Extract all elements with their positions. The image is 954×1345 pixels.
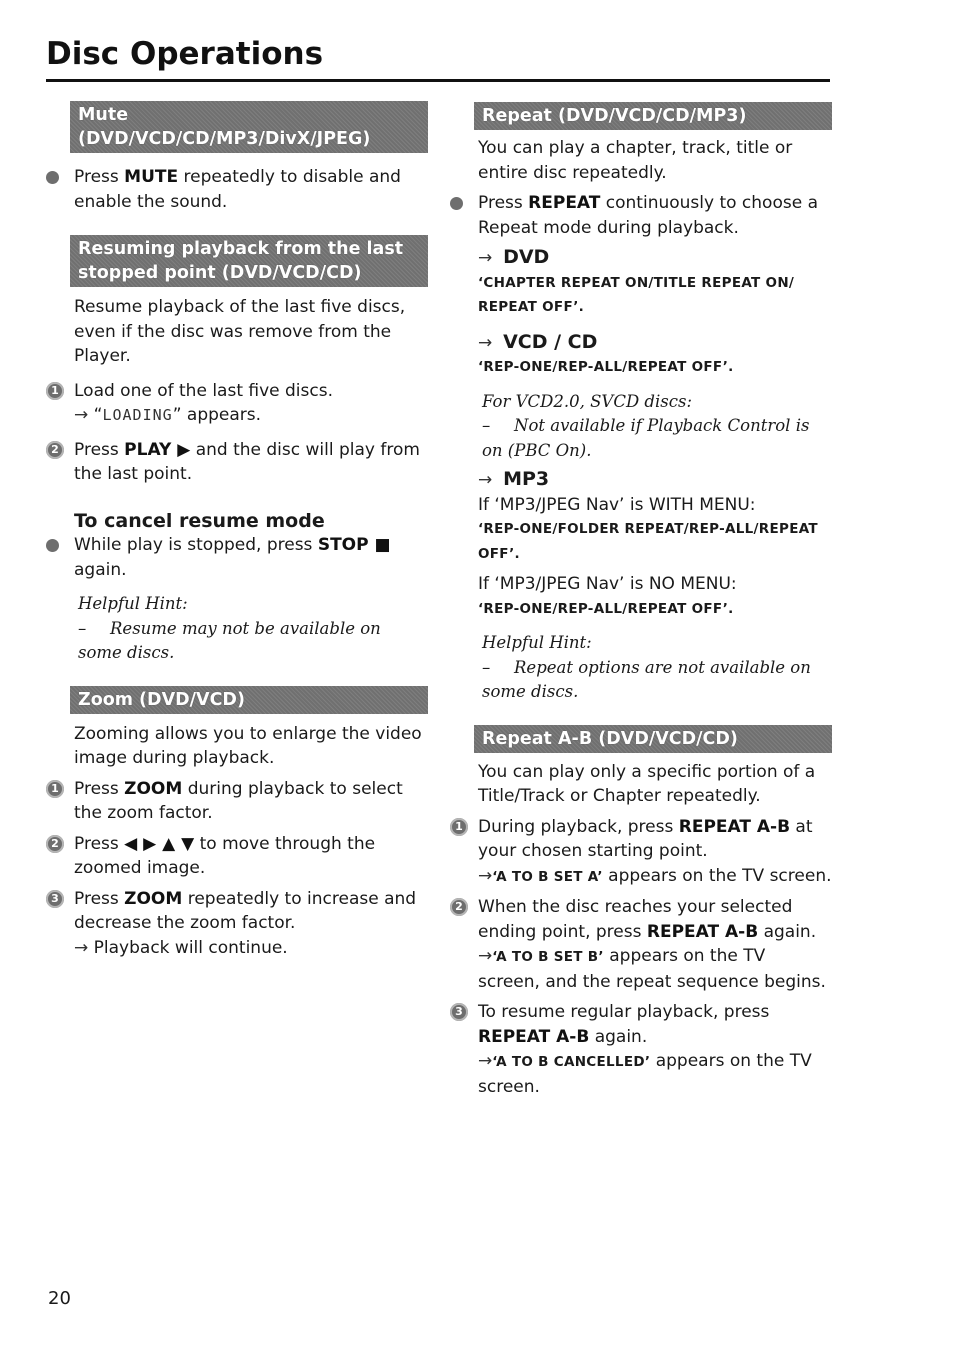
repeat-vcd-note: For VCD2.0, SVCD discs: – Not available if Playback Control is on (PBC On). <box>482 391 810 460</box>
mute-key: MUTE <box>124 167 179 187</box>
step-number-icon: 2 <box>46 835 64 853</box>
repeat-vcd: → VCD / CD ‘REP-ONE/REP-ALL/REPEAT OFF’. <box>478 330 734 375</box>
stop-icon: ■ <box>368 535 391 555</box>
mute-step: Press MUTE repeatedly to disable and enable the sound. <box>46 165 428 214</box>
title-rule <box>46 79 830 82</box>
lcd-loading-text: LOADING <box>102 406 173 424</box>
arrow-icon: → <box>478 332 493 353</box>
right-column <box>450 100 832 1099</box>
repeat-ab-step-1: 1 During playback, press REPEAT A-B at your chosen starting point. →‘A TO B SET A’ appears on the TV screen. <box>450 815 832 890</box>
resume-step-2: 2 Press PLAY ▶ and the disc will play from the last point. <box>46 438 428 487</box>
arrow-icon: → <box>74 937 89 958</box>
zoom-heading: Zoom (DVD/VCD) <box>70 686 428 714</box>
step-number-icon: 1 <box>46 780 64 798</box>
step-number-icon: 3 <box>46 890 64 908</box>
zoom-intro: Zooming allows you to enlarge the video image during playback. <box>74 723 422 768</box>
arrow-icon: → <box>74 405 89 425</box>
zoom-step-3: 3 Press ZOOM repeatedly to increase and decrease the zoom factor. → Playback will continue. <box>46 887 428 961</box>
play-icon: ▶ <box>171 439 191 460</box>
repeat-ab-intro: You can play only a specific portion of a Title/Track or Chapter repeatedly. <box>478 761 816 806</box>
step-number-icon: 2 <box>450 898 468 916</box>
page-title: Disc Operations <box>46 36 324 72</box>
repeat-ab-step-2: 2 When the disc reaches your selected ending point, press REPEAT A-B again. →‘A TO B SET B’ appears on the TV screen, and the repeat sequence begins. <box>450 895 832 994</box>
arrow-icon: → <box>478 1051 493 1071</box>
repeat-ab-step-3: 3 To resume regular playback, press REPEAT A-B again. →‘A TO B CANCELLED’ appears on the TV screen. <box>450 1000 832 1099</box>
repeat-ab-heading: Repeat A-B (DVD/VCD/CD) <box>474 725 832 753</box>
bullet-icon <box>450 197 463 210</box>
arrow-icon: → <box>478 865 493 886</box>
direction-keys-icon: ◀ ▶ ▲ ▼ <box>124 833 195 854</box>
step-number-icon: 1 <box>46 382 64 400</box>
repeat-step: Press REPEAT continuously to choose a Repeat mode during playback. <box>450 191 832 240</box>
cancel-resume-step: While play is stopped, press STOP ■ again. <box>46 533 428 582</box>
page-number: 20 <box>48 1288 71 1309</box>
repeat-dvd: → DVD ‘CHAPTER REPEAT ON/TITLE REPEAT ON/ REPEAT OFF’. <box>478 246 795 315</box>
bullet-icon <box>46 539 59 552</box>
zoom-step-1: 1 Press ZOOM during playback to select the zoom factor. <box>46 777 428 826</box>
step-number-icon: 1 <box>450 818 468 836</box>
repeat-hint: Helpful Hint: – Repeat options are not available on some discs. <box>482 633 811 701</box>
repeat-intro: You can play a chapter, track, title or entire disc repeatedly. <box>478 138 793 183</box>
resume-intro: Resume playback of the last five discs, even if the disc was remove from the Player. <box>74 297 406 366</box>
step-number-icon: 3 <box>450 1003 468 1021</box>
zoom-step-2: 2 Press ◀ ▶ ▲ ▼ to move through the zoomed image. <box>46 832 428 881</box>
repeat-heading: Repeat (DVD/VCD/CD/MP3) <box>474 102 832 130</box>
bullet-icon <box>46 171 59 184</box>
cancel-resume-heading: To cancel resume mode <box>74 509 325 532</box>
step-number-icon: 2 <box>46 441 64 459</box>
resume-heading: Resuming playback from the last stopped point (DVD/VCD/CD) <box>70 235 428 287</box>
resume-step-1: 1 Load one of the last five discs. → “LOADING” appears. <box>46 379 428 428</box>
repeat-mp3: → MP3 If ‘MP3/JPEG Nav’ is WITH MENU: ‘REP-ONE/FOLDER REPEAT/REP-ALL/REPEAT OFF’. If ‘MP3/JPEG Nav’ is NO MENU: ‘REP-ONE/REP-ALL/REPEAT OFF’. <box>478 468 818 617</box>
resume-hint: Helpful Hint: – Resume may not be available on some discs. <box>78 594 381 662</box>
left-column <box>46 100 428 960</box>
arrow-icon: → <box>478 946 493 966</box>
arrow-icon: → <box>478 248 493 268</box>
mute-heading: Mute (DVD/VCD/CD/MP3/DivX/JPEG) <box>70 101 428 153</box>
arrow-icon: → <box>478 470 493 490</box>
